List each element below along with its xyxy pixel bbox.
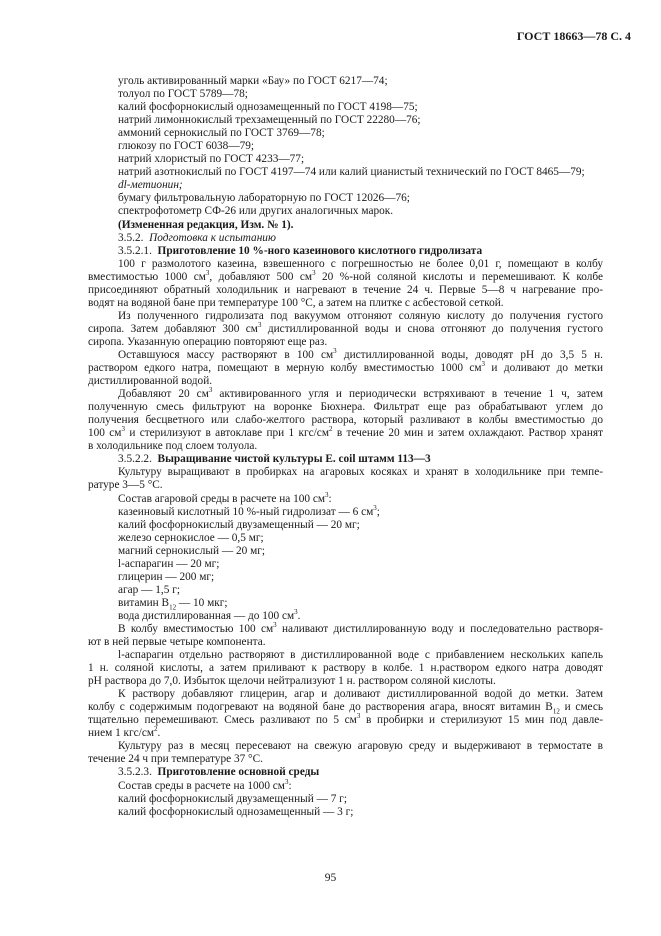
text-line: натрий лимоннокислый трехзамещенный по ГОСТ 22280—76; (118, 114, 421, 127)
text-line: калий фосфорнокислый двузамещенный — 7 г; (118, 792, 347, 805)
text-line (88, 701, 603, 714)
text-span: ; (376, 505, 380, 518)
section-title: Подготовка к испытанию (149, 231, 276, 244)
section-heading (88, 766, 603, 779)
text-line: дистиллированной водой. (88, 375, 213, 388)
document-body (88, 75, 603, 819)
text-span: казеиновый кислотный 10 %-ный гидролизат — 6 см (118, 505, 374, 518)
text-line: агар — 1,5 г; (118, 583, 180, 596)
amendment-note: (Измененная редакция, Изм. № 1). (118, 218, 294, 231)
superscript: 3 (325, 490, 329, 499)
text-line (88, 388, 603, 401)
text-span: 100 см (88, 427, 122, 440)
section-heading (88, 232, 603, 245)
text-line: присоединяют обратный холодильник и нагревают в течение 24 ч. Первые 5—8 ч нагревание про- (88, 283, 603, 296)
text-line: уголь активированный марки «Бау» по ГОСТ 6217—74; (118, 75, 388, 87)
text-line (88, 777, 603, 793)
text-line (88, 268, 603, 284)
text-line: К раствору добавляют глицерин, агар и доливают дистиллированной водой до метки. Затем (118, 688, 603, 701)
text-line (88, 323, 603, 336)
text-line: водят на водяной бане при температуре 100 °С, а затем на плитке с асбестовой сеткой. (88, 296, 504, 309)
text-span: в пробирки и стерилизуют 15 мин под давле- (360, 714, 604, 727)
text-span: Добавляют 20 см (118, 388, 209, 401)
text-span: вместимостью 1000 см (88, 270, 206, 283)
text-line: l-аспарагин отдельно растворяют в дистиллированной воде с прибавлением нескольких капель (118, 649, 603, 662)
text-line (88, 362, 603, 375)
text-line (88, 503, 603, 519)
text-line: бумагу фильтровальную лабораторную по ГОСТ 12026—76; (118, 192, 410, 205)
text-line (88, 349, 603, 362)
section-title: Приготовление 10 %-ного казеинового кислотного гидролизата (157, 244, 483, 257)
text-line: толуол по ГОСТ 5789—78; (118, 88, 248, 101)
text-span: наливают дистиллированную воду и последовательно растворя- (276, 622, 603, 635)
text-span: — 10 мкг; (176, 596, 228, 609)
text-line: магний сернокислый — 20 мг; (118, 544, 265, 557)
text-line: Из полученного гидролизата под вакуумом отгоняют соляную кислоту до получения густого (118, 309, 603, 322)
superscript: 3 (373, 503, 377, 512)
text-span: 20 %-ной соляной кислоты и перемешивают. К колбе (315, 270, 603, 283)
superscript: 3 (284, 777, 289, 786)
text-line (88, 490, 603, 506)
section-number: 3.5.2.2. (118, 453, 152, 466)
text-line: ратуре 3—5 °С. (88, 479, 163, 492)
text-line: натрий азотнокислый по ГОСТ 4197—74 или калий цианистый технический по ГОСТ 8465—79; (118, 166, 585, 179)
text-line: аммоний сернокислый по ГОСТ 3769—78; (118, 127, 325, 140)
superscript: 3 (294, 608, 298, 617)
text-span: колбу с содержимым подогревают на водяной бане до растворения агара, вносят витамин B (88, 701, 553, 714)
page-number: 95 (324, 872, 337, 884)
text-line: Культуру выращивают в пробирках на агаровых косяках и хранят в холодильнике при темпе- (118, 466, 603, 479)
subscript: 12 (552, 707, 560, 716)
text-span: Оставшуюся массу растворяют в 100 см (118, 348, 334, 361)
superscript: 3 (312, 268, 316, 277)
text-line (88, 597, 603, 610)
text-line: глюкозу по ГОСТ 6038—79; (118, 140, 255, 153)
text-span: активированного угля и периодически встряхивают в течение 1 ч, затем (212, 388, 603, 401)
text-span: витамин B (118, 596, 170, 609)
text-line: сиропа. Указанную операцию повторяют еще раз. (88, 335, 328, 348)
section-number: 3.5.2.3. (118, 766, 152, 779)
text-span: в течение 20 мин и затем охлаждают. Раствор хранят (332, 427, 604, 440)
subscript: 12 (169, 603, 177, 612)
text-line (88, 623, 603, 636)
text-span: и стерилизуют в автоклаве при 1 кгс/см (124, 427, 329, 440)
text-line: калий фосфорнокислый двузамещенный — 20 мг; (118, 518, 360, 531)
text-span: раствором едкого натра, помещают в мерную колбу вместимостью 1000 см (88, 362, 482, 375)
text-line: калий фосфорнокислый однозамещенный — 3 г; (118, 805, 354, 818)
superscript: 3 (121, 425, 125, 434)
superscript: 3 (208, 386, 213, 395)
text-line (88, 427, 603, 440)
superscript: 3 (356, 712, 361, 721)
superscript: 2 (328, 425, 333, 434)
section-heading (88, 453, 603, 466)
text-span: Состав агаровой среды в расчете на 100 см (118, 492, 326, 505)
superscript: 3 (257, 321, 262, 330)
text-line: глицерин — 200 мг; (118, 570, 215, 583)
text-line (88, 610, 603, 623)
text-span: вода дистиллированная — до 100 см (118, 609, 295, 622)
text-line: калий фосфорнокислый однозамещенный по ГОСТ 4198—75; (118, 101, 418, 114)
text-span: дистиллированной воды, доводят pH до 3,5 5 н. (336, 348, 603, 361)
text-line: натрий хлористый по ГОСТ 4233—77; (118, 153, 305, 166)
text-span: нием 1 кгс/см (88, 727, 154, 740)
text-span: Состав среды в расчете на 1000 см (118, 779, 285, 792)
text-span: сиропа. Затем добавляют 300 см (88, 322, 258, 335)
text-span: и смесь (559, 701, 603, 714)
section-number: 3.5.2.1. (118, 244, 152, 257)
superscript: 3 (205, 268, 210, 277)
text-span: . (157, 727, 161, 740)
text-line: 1 н. соляной кислоты, а затем приливают к раствору в колбе. 1 н.раствором едкого натра доводят (88, 662, 603, 675)
section-heading (88, 245, 603, 258)
text-line: получения бесцветного или слабо-желтого раствора, который разливают в колбы вместимостью до (88, 414, 603, 427)
text-span: В колбу вместимостью 100 см (118, 622, 274, 635)
text-line: ют в ней первые четыре компонента. (88, 636, 266, 649)
text-span: и доливают до метки (485, 362, 603, 375)
text-line (88, 727, 603, 740)
superscript: 3 (333, 347, 337, 356)
text-line: полученную смесь фильтруют на воронке Бюхнера. Фильтрат еще раз обрабатывают углем до (88, 401, 603, 414)
text-span: . (297, 609, 301, 622)
text-line (88, 714, 603, 727)
superscript: 3 (273, 621, 277, 630)
text-line: 100 г размолотого казеина, взвешенного с погрешностью не более 0,01 г, помещают в колбу (118, 257, 603, 270)
text-span: , добавляют 500 см (209, 270, 313, 283)
text-line: Культуру раз в месяц пересевают на свежую агаровую среду и выдерживают в термостате в (118, 740, 603, 753)
text-span: тщательно перемешивают. Смесь разливают по 5 см (88, 714, 357, 727)
text-line: l-аспарагин — 20 мг; (118, 557, 220, 570)
text-span: дистиллированной воды и снова отгоняют до получения густого (261, 322, 603, 335)
superscript: 2 (154, 725, 158, 734)
text-line: dl-метионин; (118, 179, 183, 192)
document-header: ГОСТ 18663—78 С. 4 (516, 29, 631, 43)
text-line: pH раствора до 7,0. Избыток щелочи нейтрализуют 1 н. раствором соляной кислоты. (88, 675, 496, 688)
text-line: железо сернокислое — 0,5 мг; (118, 531, 264, 544)
section-number: 3.5.2. (118, 231, 144, 244)
text-line: спектрофотометр СФ-26 или других аналогичных марок. (118, 205, 394, 218)
text-line: течение 24 ч при температуре 37 °С. (88, 753, 263, 766)
text-span: : (328, 492, 332, 505)
superscript: 3 (481, 360, 486, 369)
section-title: Выращивание чистой культуры E. coil штамм 113—3 (157, 453, 431, 466)
section-title: Приготовление основной среды (157, 766, 320, 779)
text-line: в холодильнике под слоем толуола. (88, 440, 258, 453)
text-span: : (288, 779, 292, 792)
